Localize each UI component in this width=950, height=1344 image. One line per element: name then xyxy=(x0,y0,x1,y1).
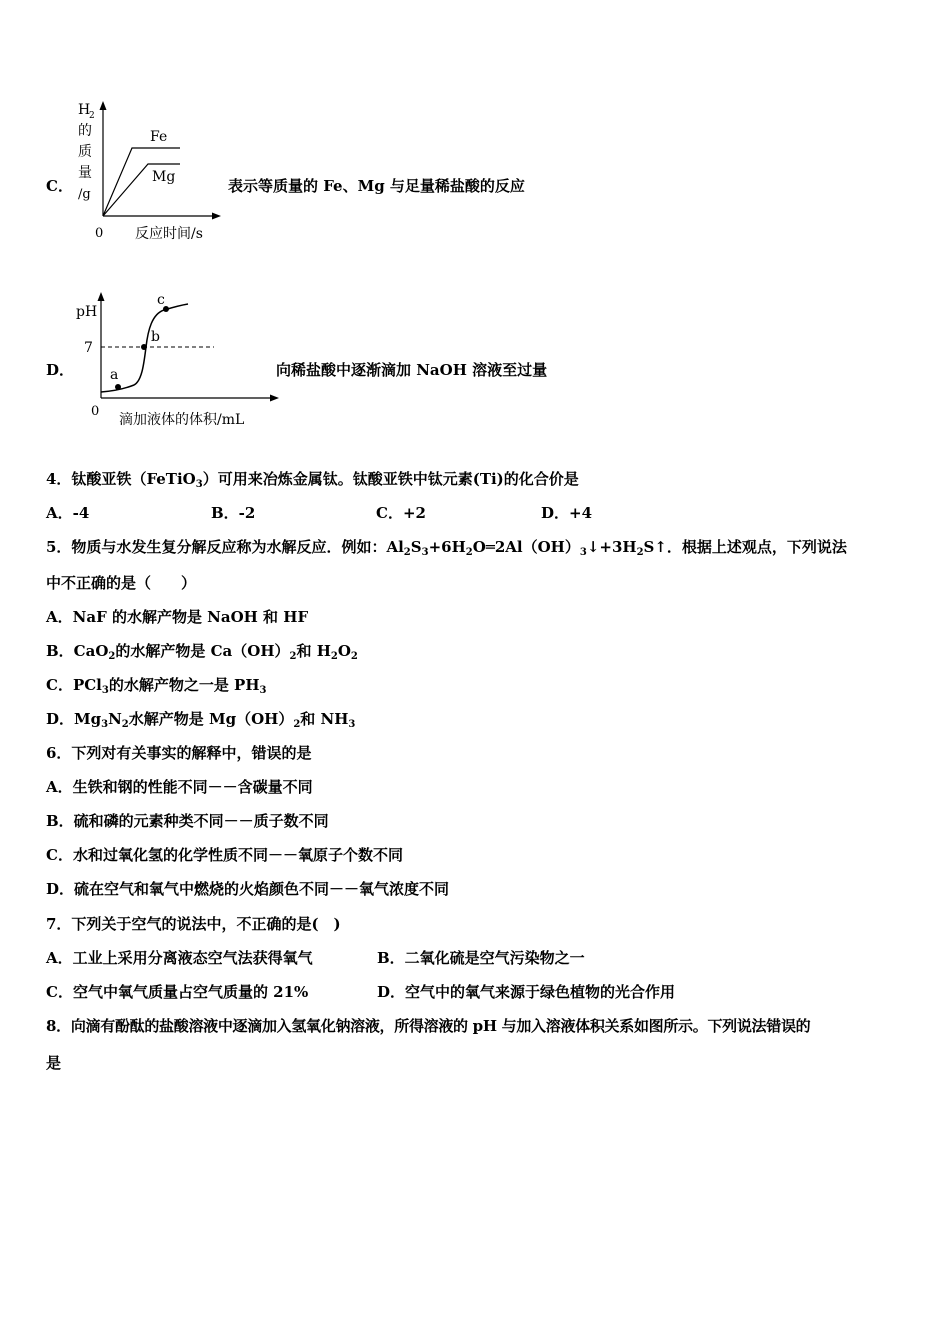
q4-option-d: D．+4 xyxy=(541,504,593,522)
origin-label: 0 xyxy=(91,404,100,419)
q7-option-a: A．工业上采用分离液态空气法获得氧气 xyxy=(46,949,313,967)
y-axis-arrow xyxy=(100,101,107,110)
q5-option-c: C．PCl$_3$的水解产物之一是 $PH_3$ xyxy=(46,676,267,696)
x-axis-arrow xyxy=(270,395,279,402)
y-axis-arrow xyxy=(98,292,105,301)
q8-stem-line2: 是 xyxy=(46,1054,62,1072)
point-a xyxy=(115,384,121,390)
q6-option-d: D．硫在空气和氧气中燃烧的火焰颜色不同－－氧气浓度不同 xyxy=(46,880,450,898)
y-label-unit: /g xyxy=(78,187,91,202)
point-b xyxy=(141,344,147,350)
y-label-de: 的 xyxy=(78,123,92,139)
q5-option-b: B．CaO$_2$的水解产物是 $Ca(OH)_2$和 $H_2O_2$ xyxy=(46,642,358,662)
origin-label: 0 xyxy=(95,226,104,241)
option-d-label: D． xyxy=(46,361,75,379)
option-c-label: C． xyxy=(46,177,73,195)
q8-stem-line1: 8．向滴有酚酞的盐酸溶液中逐滴加入氢氧化钠溶液，所得溶液的 pH 与加入溶液体积关系如图所示。下列说法错误的 xyxy=(46,1017,811,1035)
q4-option-a: A．-4 xyxy=(46,504,90,522)
y-label-sub2: 2 xyxy=(89,111,95,121)
point-a-label: a xyxy=(110,367,119,383)
y-label-h: H xyxy=(78,102,91,118)
q6-option-b: B．硫和磷的元素种类不同－－质子数不同 xyxy=(46,812,329,830)
q6-stem: 6．下列对有关事实的解释中，错误的是 xyxy=(46,744,312,762)
q4-option-b: B．-2 xyxy=(211,504,256,522)
option-c-caption: 表示等质量的 Fe、Mg 与足量稀盐酸的反应 xyxy=(228,177,525,195)
q7-option-c: C．空气中氧气质量占空气质量的 21% xyxy=(46,983,309,1001)
fe-label: Fe xyxy=(150,129,168,145)
q4-option-c: C．+2 xyxy=(376,504,426,522)
q7-option-d: D．空气中的氧气来源于绿色植物的光合作用 xyxy=(377,983,676,1001)
graph-ph-vs-volume xyxy=(74,288,274,433)
point-b-label: b xyxy=(151,329,160,345)
q7-stem: 7．下列关于空气的说法中，不正确的是( ) xyxy=(46,915,341,933)
q5-stem-line2: 中不正确的是（ ） xyxy=(46,574,197,592)
q5-option-d: D．$Mg_3N_2$水解产物是 $Mg(OH)_2$和 $NH_3$ xyxy=(46,710,356,730)
q6-option-a: A．生铁和钢的性能不同－－含碳量不同 xyxy=(46,778,313,796)
y-axis-label: pH xyxy=(76,304,98,320)
mg-label: Mg xyxy=(152,169,176,185)
x-axis-label: 反应时间/s xyxy=(135,226,203,242)
q7-option-b: B．二氧化硫是空气污染物之一 xyxy=(377,949,585,967)
q4-stem: 4．钛酸亚铁（FeTiO$_3$）可用来冶炼金属钛。钛酸亚铁中钛元素(Ti)的化合价是 xyxy=(46,470,579,490)
point-c-label: c xyxy=(157,292,165,308)
y-label-liang: 量 xyxy=(78,165,92,181)
option-d-caption: 向稀盐酸中逐渐滴加 NaOH 溶液至过量 xyxy=(276,361,548,379)
tick-7-label: 7 xyxy=(84,340,93,356)
x-axis-arrow xyxy=(212,213,221,220)
q5-stem-line1: 5．物质与水发生复分解反应称为水解反应．例如：$Al_2S_3+6H_2O═2Al(OH)_3↓+3H_2S↑$．根据上述观点，下列说法 xyxy=(46,538,847,558)
x-axis-label: 滴加液体的体积/mL xyxy=(119,412,245,428)
y-label-zhi: 质 xyxy=(78,144,92,160)
q5-option-a: A．NaF 的水解产物是 NaOH 和 HF xyxy=(46,608,309,626)
graph-h2-mass-vs-time xyxy=(70,98,230,248)
q6-option-c: C．水和过氧化氢的化学性质不同－－氧原子个数不同 xyxy=(46,846,403,864)
